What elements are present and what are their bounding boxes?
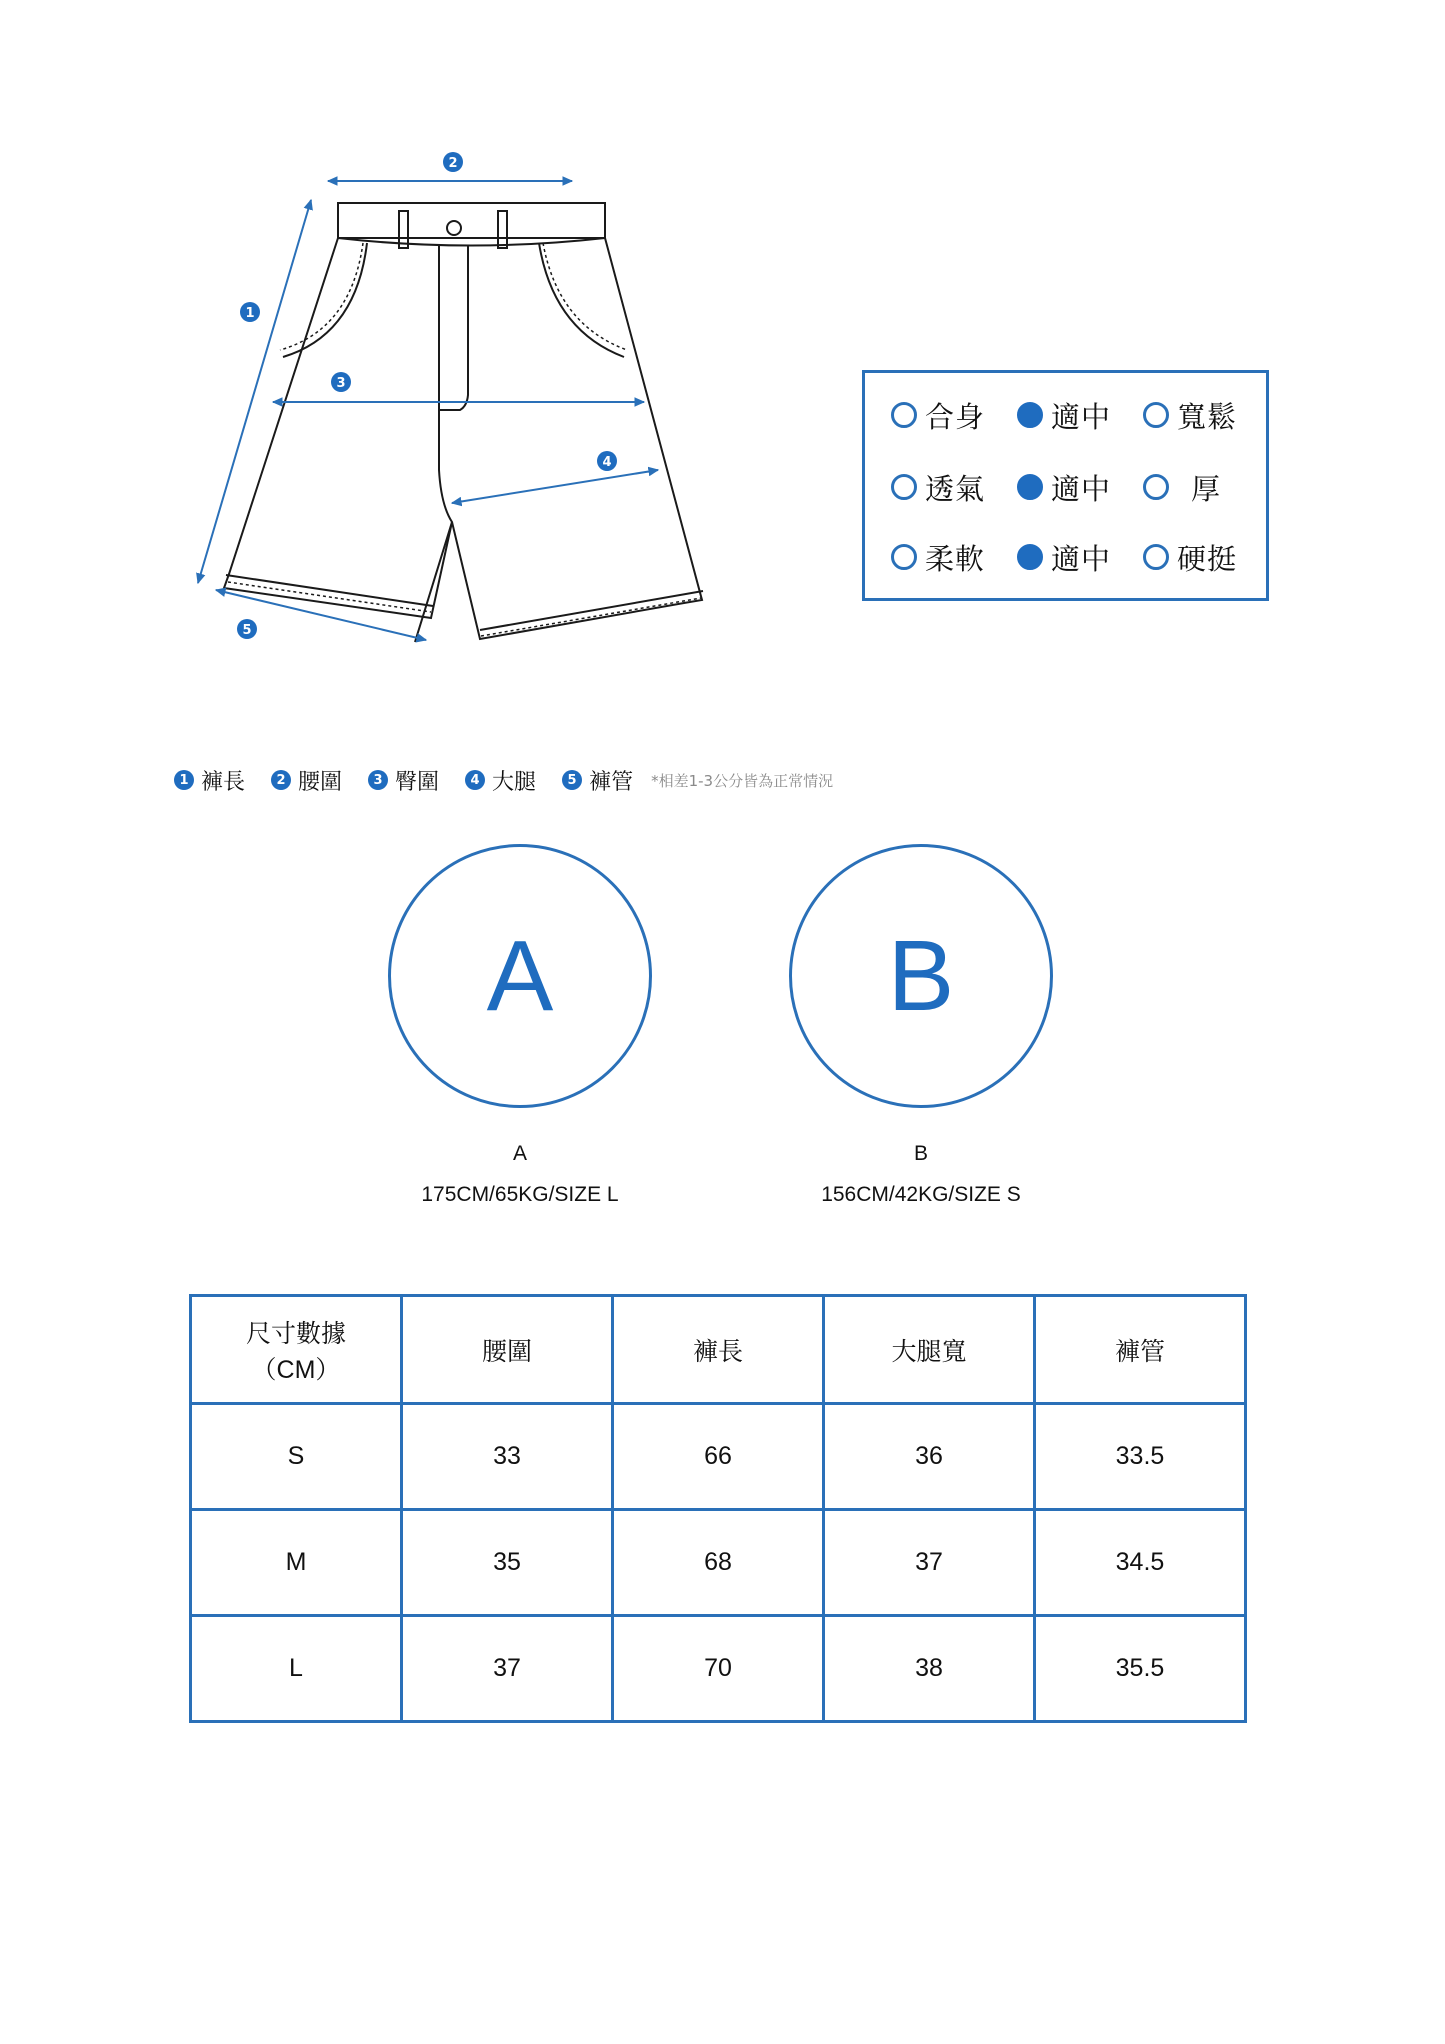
size-label: S — [191, 1404, 402, 1510]
model-a-badge: A — [388, 844, 652, 1108]
radio-empty-icon — [891, 402, 917, 428]
model-a-stats: 175CM/65KG/SIZE L — [421, 1183, 619, 1206]
model-b-stats: 156CM/42KG/SIZE S — [821, 1183, 1021, 1206]
table-cell: 33 — [402, 1404, 613, 1510]
legend-item-hip: 3 臀圍 — [368, 765, 439, 796]
table-cell: 37 — [824, 1510, 1035, 1616]
radio-empty-icon — [1143, 402, 1169, 428]
table-cell: 36 — [824, 1404, 1035, 1510]
table-row — [191, 1510, 1246, 1616]
radio-empty-icon — [1143, 474, 1169, 500]
header-cell-thigh: 大腿寬 — [824, 1296, 1035, 1404]
radio-empty-icon — [891, 474, 917, 500]
measurement-legend — [174, 762, 833, 798]
fit-option: 硬挺 — [1143, 537, 1269, 578]
table-header-row — [191, 1296, 1246, 1404]
fit-row-fit — [891, 393, 1269, 437]
header-cell-size-data: 尺寸數據 （CM） — [191, 1296, 402, 1404]
fit-option: 柔軟 — [891, 537, 1017, 578]
table-cell: 70 — [613, 1616, 824, 1722]
fit-row-softness — [891, 535, 1269, 579]
model-a-name: A — [512, 1142, 527, 1165]
table-row — [191, 1616, 1246, 1722]
fit-option: 寬鬆 — [1143, 395, 1269, 436]
fit-option-selected: 適中 — [1017, 537, 1143, 578]
radio-filled-icon — [1017, 402, 1043, 428]
marker-1-icon — [240, 302, 260, 322]
svg-text:5: 5 — [242, 623, 252, 638]
table-cell: 34.5 — [1035, 1510, 1246, 1616]
svg-text:4: 4 — [602, 455, 612, 470]
table-cell: 38 — [824, 1616, 1035, 1722]
svg-text:1: 1 — [245, 306, 255, 321]
table-cell: 35 — [402, 1510, 613, 1616]
model-b-name: B — [913, 1142, 928, 1165]
svg-text:2: 2 — [448, 156, 458, 171]
number-2-icon: 2 — [271, 770, 291, 790]
marker-3-icon — [331, 372, 351, 392]
fit-option-selected: 適中 — [1017, 467, 1143, 508]
shorts-outline — [224, 203, 703, 642]
size-chart-table — [189, 1294, 1247, 1723]
tolerance-note: *相差1-3公分皆為正常情況 — [651, 771, 834, 790]
marker-4-icon — [597, 451, 617, 471]
radio-empty-icon — [1143, 544, 1169, 570]
table-cell: 66 — [613, 1404, 824, 1510]
number-4-icon: 4 — [465, 770, 485, 790]
table-row — [191, 1404, 1246, 1510]
radio-empty-icon — [891, 544, 917, 570]
svg-text:3: 3 — [336, 376, 346, 391]
fit-option: 合身 — [891, 395, 1017, 436]
legend-item-length: 1 褲長 — [174, 765, 245, 796]
legend-item-waist: 2 腰圍 — [271, 765, 342, 796]
fit-option: 厚 — [1143, 467, 1269, 508]
table-cell: 68 — [613, 1510, 824, 1616]
marker-2-icon — [443, 152, 463, 172]
table-cell: 35.5 — [1035, 1616, 1246, 1722]
fit-scale-panel — [862, 370, 1269, 601]
legend-item-hem: 5 褲管 — [562, 765, 633, 796]
table-cell: 33.5 — [1035, 1404, 1246, 1510]
radio-filled-icon — [1017, 474, 1043, 500]
radio-filled-icon — [1017, 544, 1043, 570]
fit-row-breathability — [891, 465, 1269, 509]
fit-option-selected: 適中 — [1017, 395, 1143, 436]
model-b-badge: B — [789, 844, 1053, 1108]
size-label: L — [191, 1616, 402, 1722]
header-cell-hem: 褲管 — [1035, 1296, 1246, 1404]
table-cell: 37 — [402, 1616, 613, 1722]
size-label: M — [191, 1510, 402, 1616]
number-5-icon: 5 — [562, 770, 582, 790]
shorts-measurement-diagram — [0, 0, 1445, 720]
number-1-icon: 1 — [174, 770, 194, 790]
header-cell-length: 褲長 — [613, 1296, 824, 1404]
fit-option: 透氣 — [891, 467, 1017, 508]
marker-5-icon — [237, 619, 257, 639]
measurement-arrows — [198, 181, 658, 640]
legend-item-thigh: 4 大腿 — [465, 765, 536, 796]
header-cell-waist: 腰圍 — [402, 1296, 613, 1404]
number-3-icon: 3 — [368, 770, 388, 790]
